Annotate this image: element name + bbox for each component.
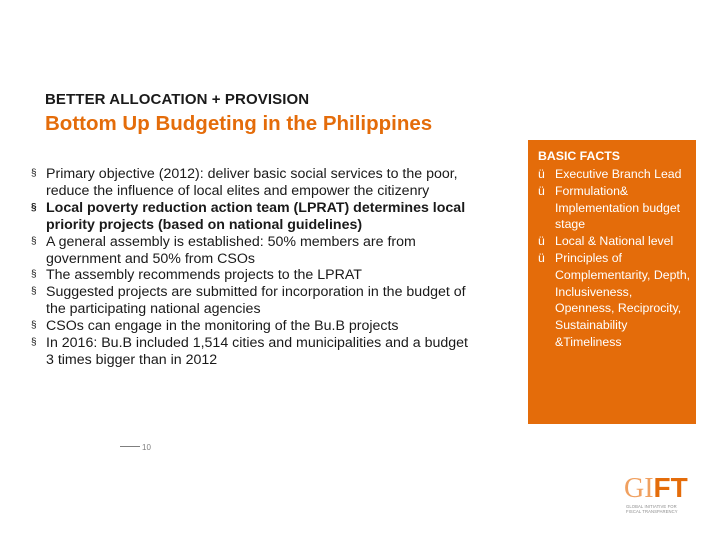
basic-facts-list <box>538 166 693 351</box>
basic-facts-title: BASIC FACTS <box>538 149 620 163</box>
bullet-text: The assembly recommends projects to the LPRAT <box>46 267 362 284</box>
basic-facts-box <box>528 140 696 424</box>
bullet-marker-icon: § <box>31 286 37 298</box>
bullet-text: CSOs can engage in the monitoring of the Bu.B projects <box>46 318 399 335</box>
checkmark-icon: ü <box>538 234 545 249</box>
checkmark-icon: ü <box>538 183 545 198</box>
bullet-text: Primary objective (2012): deliver basic social services to the poor, reduce the influence of local elites and empower the citizenry <box>46 166 458 199</box>
bullet-marker-icon: § <box>31 168 37 179</box>
basic-fact-item <box>538 250 693 351</box>
bullet-text: A general assembly is established: 50% members are from government and 50% from CSOs <box>46 233 416 267</box>
bullet-marker-icon: § <box>31 320 37 332</box>
bullet-list <box>30 166 470 369</box>
basic-fact-text: Executive Branch Lead <box>555 167 682 181</box>
checkmark-icon: ü <box>538 167 545 181</box>
bullet-item <box>30 166 470 200</box>
bullet-text: Suggested projects are submitted for incorporation in the budget of the participating national agencies <box>46 284 466 318</box>
gift-logo <box>624 474 690 518</box>
slide-eyebrow: BETTER ALLOCATION + PROVISION <box>45 91 310 108</box>
slide-title: Bottom Up Budgeting in the Philippines <box>45 112 433 135</box>
bullet-text: In 2016: Bu.B included 1,514 cities and municipalities and a budget 3 times bigger than in 2012 <box>46 335 468 368</box>
page-number: 10 <box>142 443 151 452</box>
bullet-item <box>30 284 470 318</box>
gift-logo-ft: FT <box>653 472 688 503</box>
basic-fact-text: Local & National level <box>555 234 674 249</box>
bullet-item <box>30 318 470 335</box>
gift-logo-subtitle: GLOBAL INITIATIVE FOR FISCAL TRANSPARENCY <box>626 504 678 514</box>
bullet-marker-icon: § <box>31 201 37 213</box>
basic-fact-item <box>538 183 693 233</box>
bullet-item <box>30 234 470 268</box>
gift-logo-wordmark <box>624 474 688 503</box>
basic-fact-text: Principles of Complementarity, Depth, Inclusiveness, Openness, Reciprocity, Sustainability &Timeliness <box>555 250 691 349</box>
bullet-text: Local poverty reduction action team (LPRAT) determines local priority projects (based on national guidelines) <box>46 199 466 233</box>
bullet-marker-icon: § <box>31 235 37 247</box>
bullet-item <box>30 335 470 369</box>
bullet-marker-icon: § <box>31 337 37 349</box>
gift-logo-gi: GI <box>624 473 654 504</box>
bullet-item <box>30 267 470 284</box>
bullet-marker-icon: § <box>31 269 37 281</box>
bullet-item <box>30 200 470 234</box>
basic-fact-item <box>538 166 693 183</box>
page-number-rule <box>120 446 140 447</box>
basic-fact-text: Formulation& Implementation budget stage <box>555 183 681 232</box>
checkmark-icon: ü <box>538 250 545 265</box>
basic-fact-item <box>538 233 693 250</box>
